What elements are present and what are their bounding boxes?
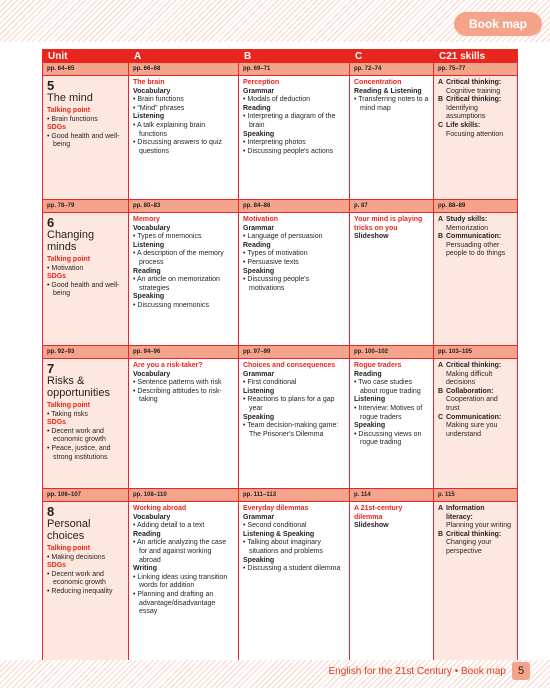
- pages-row: [43, 63, 518, 76]
- skill-text: Identifying assumptions: [446, 104, 486, 121]
- unit-cell: [43, 502, 129, 672]
- section-heading: Writing: [133, 565, 157, 573]
- section-item: • Interpreting a diagram of the brain: [243, 113, 345, 130]
- sdg-item: • Peace, justice, and strong institutions: [47, 445, 124, 462]
- sdg-item: • Decent work and economic growth: [47, 428, 124, 445]
- skill-text: Making sure you understand: [446, 422, 498, 438]
- unit-title: Personal choices: [47, 518, 91, 542]
- skill-letter: A: [438, 362, 444, 369]
- section-item: • Brain functions: [133, 96, 234, 105]
- lesson-cell-a: [129, 502, 239, 672]
- section-item: • First conditional: [243, 379, 345, 388]
- section-item: • Planning and drafting an advantage/disadvantage essay: [133, 591, 234, 617]
- section-heading: Listening & Speaking: [243, 530, 315, 538]
- skill-heading: Critical thinking:: [446, 79, 502, 86]
- skills-cell: [434, 76, 518, 200]
- page-range: pp. 111–113: [239, 489, 350, 502]
- section-item: • Describing attitudes to risk-taking: [133, 388, 234, 405]
- unit-number: 8: [47, 504, 55, 519]
- skill-text: Persuading other people to do things: [446, 241, 506, 258]
- lesson-topic: Working abroad: [133, 505, 187, 512]
- talking-point-item: • Making decisions: [47, 554, 124, 563]
- unit-number: 7: [47, 361, 55, 376]
- talking-point-item: • Taking risks: [47, 411, 124, 420]
- page-range: p. 114: [350, 489, 434, 502]
- column-header-a: A: [129, 50, 239, 63]
- section-heading: Speaking: [243, 556, 275, 564]
- page-range: pp. 108–110: [129, 489, 239, 502]
- page-range: pp. 69–71: [239, 63, 350, 76]
- section-heading: Grammar: [243, 513, 275, 521]
- section-item: • Sentence patterns with risk: [133, 379, 234, 388]
- section-heading: Reading: [133, 530, 161, 538]
- section-item: • Discussing mnemonics: [133, 302, 234, 311]
- talking-point-item: • Brain functions: [47, 116, 124, 125]
- skill-entry: [438, 122, 513, 139]
- section-item: • Discussing answers to quiz questions: [133, 139, 234, 156]
- section-heading: Grammar: [243, 224, 275, 232]
- unit-number: 6: [47, 215, 55, 230]
- lesson-topic: Perception: [243, 79, 280, 86]
- section-item: • Discussing views on rogue trading: [354, 431, 429, 448]
- skill-body: [446, 216, 513, 233]
- lesson-topic: Motivation: [243, 216, 278, 223]
- skill-entry: [438, 79, 513, 96]
- skill-heading: Information literacy:: [446, 505, 485, 521]
- skill-text: Focusing attention: [446, 130, 504, 138]
- skill-heading: Communication:: [446, 413, 502, 421]
- skill-entry: [438, 531, 513, 557]
- section-item: • Types of mnemonics: [133, 233, 234, 242]
- talking-point-item: • Motivation: [47, 265, 124, 274]
- section-heading: Speaking: [354, 422, 386, 430]
- skill-entry: [438, 96, 513, 122]
- section-item: • Discussing people's motivations: [243, 276, 345, 293]
- unit-number: 5: [47, 78, 55, 93]
- section-heading: Vocabulary: [133, 370, 171, 378]
- unit-row: [43, 213, 518, 346]
- section-item: • Discussing people's actions: [243, 148, 345, 157]
- section-item: • Linking ideas using transition words for addition: [133, 574, 234, 591]
- skill-letter: B: [438, 96, 444, 104]
- unit-row: [43, 76, 518, 200]
- skill-text: Planning your writing: [446, 522, 511, 530]
- sdgs-label: SDGs: [47, 419, 67, 427]
- skill-body: [446, 414, 513, 440]
- skill-body: [446, 122, 513, 139]
- lesson-cell-c: [350, 359, 434, 489]
- lesson-topic: Are you a risk-taker?: [133, 362, 203, 369]
- skill-entry: [438, 216, 513, 233]
- skills-cell: [434, 213, 518, 346]
- skill-letter: B: [438, 233, 444, 241]
- page-range: pp. 80–83: [129, 200, 239, 213]
- unit-row: [43, 359, 518, 489]
- section-item: • Two case studies about rogue trading: [354, 379, 429, 396]
- skill-heading: Study skills:: [446, 216, 488, 223]
- unit-title: Changing minds: [47, 229, 95, 253]
- talking-point-label: Talking point: [47, 107, 91, 114]
- section-heading: Speaking: [133, 293, 165, 301]
- skill-letter: B: [438, 530, 444, 538]
- lesson-topic: Memory: [133, 216, 160, 223]
- skill-entry: [438, 505, 513, 531]
- section-heading: Reading: [243, 241, 271, 249]
- section-heading: Vocabulary: [133, 513, 171, 521]
- page-range: pp. 84–86: [239, 200, 350, 213]
- section-heading: Speaking: [243, 267, 275, 275]
- page-range: pp. 103–105: [434, 346, 518, 359]
- skill-letter: C: [438, 121, 444, 129]
- section-heading: Speaking: [243, 130, 275, 138]
- section-item: • "Mind" phrases: [133, 105, 234, 114]
- sdgs-label: SDGs: [47, 273, 67, 281]
- lesson-cell-b: [239, 502, 350, 672]
- skill-entry: [438, 362, 513, 388]
- sdg-item: • Reducing inequality: [47, 588, 124, 597]
- skill-body: [446, 96, 513, 122]
- skill-letter: A: [438, 505, 444, 512]
- skill-text: Changing your perspective: [446, 539, 492, 555]
- skill-body: [446, 362, 513, 388]
- skills-cell: [434, 359, 518, 489]
- section-heading: Vocabulary: [133, 224, 171, 232]
- sdg-item: • Good health and well-being: [47, 282, 124, 299]
- lesson-cell-b: [239, 213, 350, 346]
- section-heading: Listening: [133, 241, 165, 249]
- skill-body: [446, 531, 513, 557]
- section-heading: Speaking: [243, 413, 275, 421]
- section-item: • Language of persuasion: [243, 233, 345, 242]
- section-heading: Reading: [133, 267, 161, 275]
- section-heading: Slideshow: [354, 233, 389, 241]
- unit-cell: [43, 213, 129, 346]
- section-item: • Persuasive texts: [243, 259, 345, 268]
- lesson-cell-a: [129, 359, 239, 489]
- page-range: pp. 100–102: [350, 346, 434, 359]
- skill-letter: B: [438, 387, 444, 395]
- talking-point-label: Talking point: [47, 256, 91, 263]
- column-header-b: B: [239, 50, 350, 63]
- unit-title: The mind: [47, 92, 93, 104]
- section-heading: Listening: [354, 396, 386, 404]
- page-range: pp. 64–65: [43, 63, 129, 76]
- pages-row: [43, 200, 518, 213]
- page-range: pp. 106–107: [43, 489, 129, 502]
- page-number: 5: [512, 662, 530, 680]
- section-item: • An article on memorization strategies: [133, 276, 234, 293]
- skill-heading: Critical thinking:: [446, 96, 502, 104]
- sdgs-label: SDGs: [47, 124, 67, 132]
- talking-point-label: Talking point: [47, 545, 91, 552]
- lesson-cell-c: [350, 502, 434, 672]
- section-item: • Second conditional: [243, 522, 345, 531]
- section-item: • A talk explaining brain functions: [133, 122, 234, 139]
- skill-heading: Critical thinking:: [446, 530, 502, 538]
- section-item: • Transferring notes to a mind map: [354, 96, 429, 113]
- section-item: • Team decision-making game: The Prisoner's Dilemma: [243, 422, 345, 439]
- sdg-item: • Good health and well-being: [47, 133, 124, 150]
- lesson-topic: The brain: [133, 79, 165, 86]
- page-range: pp. 72–74: [350, 63, 434, 76]
- section-item: • Adding detail to a text: [133, 522, 234, 531]
- skill-letter: A: [438, 79, 444, 86]
- section-heading: Reading: [354, 370, 382, 378]
- skill-entry: [438, 414, 513, 440]
- section-item: • An article analyzing the case for and against working abroad: [133, 539, 234, 565]
- skill-heading: Communication:: [446, 233, 502, 241]
- page-range: p. 87: [350, 200, 434, 213]
- section-heading: Grammar: [243, 370, 275, 378]
- section-item: • Types of motivation: [243, 250, 345, 259]
- skill-heading: Collaboration:: [446, 387, 494, 395]
- skill-heading: Life skills:: [446, 121, 481, 129]
- header-row: [43, 50, 518, 63]
- lesson-cell-b: [239, 76, 350, 200]
- skills-cell: [434, 502, 518, 672]
- lesson-cell-a: [129, 76, 239, 200]
- skill-body: [446, 388, 513, 414]
- skill-heading: Critical thinking:: [446, 362, 502, 369]
- lesson-topic: Rogue traders: [354, 362, 402, 369]
- sdg-item: • Decent work and economic growth: [47, 571, 124, 588]
- skill-letter: A: [438, 216, 444, 223]
- unit-cell: [43, 359, 129, 489]
- book-map-tab: Book map: [454, 12, 542, 36]
- unit-row: [43, 502, 518, 672]
- column-header-skills: C21 skills: [434, 50, 518, 63]
- book-map-table: [42, 49, 518, 672]
- section-heading: Listening: [133, 113, 165, 121]
- lesson-topic: Choices and consequences: [243, 362, 336, 369]
- skill-text: Cooperation and trust: [446, 396, 498, 412]
- column-header-c: C: [350, 50, 434, 63]
- section-heading: Reading: [243, 104, 271, 112]
- lesson-cell-b: [239, 359, 350, 489]
- skill-text: Making difficult decisions: [446, 370, 493, 387]
- lesson-topic: A 21st-century dilemma: [354, 505, 403, 521]
- talking-point-label: Talking point: [47, 402, 91, 409]
- section-item: • Interpreting photos: [243, 139, 345, 148]
- lesson-cell-a: [129, 213, 239, 346]
- skill-entry: [438, 388, 513, 414]
- section-heading: Vocabulary: [133, 87, 171, 95]
- sdgs-label: SDGs: [47, 562, 67, 570]
- section-item: • Talking about imaginary situations and problems: [243, 539, 345, 556]
- page-range: p. 115: [434, 489, 518, 502]
- section-heading: Reading & Listening: [354, 87, 422, 95]
- page-range: pp. 92–93: [43, 346, 129, 359]
- skill-entry: [438, 233, 513, 259]
- unit-title: Risks & opportunities: [47, 375, 110, 399]
- footer-text: English for the 21st Century • Book map: [328, 666, 506, 677]
- lesson-cell-c: [350, 213, 434, 346]
- page-range: pp. 97–99: [239, 346, 350, 359]
- page-range: pp. 78–79: [43, 200, 129, 213]
- section-heading: Grammar: [243, 87, 275, 95]
- section-item: • A description of the memory process: [133, 250, 234, 267]
- lesson-topic: Everyday dilemmas: [243, 505, 309, 512]
- page-range: pp. 75–77: [434, 63, 518, 76]
- page-range: pp. 94–96: [129, 346, 239, 359]
- section-item: • Interview: Motives of rogue traders: [354, 405, 429, 422]
- section-item: • Modals of deduction: [243, 96, 345, 105]
- page-range: pp. 66–68: [129, 63, 239, 76]
- section-heading: Slideshow: [354, 522, 389, 530]
- unit-cell: [43, 76, 129, 200]
- skill-body: [446, 233, 513, 259]
- section-item: • Reactions to plans for a gap year: [243, 396, 345, 413]
- pages-row: [43, 346, 518, 359]
- skill-text: Memorization: [446, 224, 489, 232]
- lesson-topic: Concentration: [354, 79, 402, 86]
- section-heading: Listening: [243, 387, 275, 395]
- skill-letter: C: [438, 413, 444, 421]
- column-header-unit: Unit: [43, 50, 129, 63]
- section-item: • Discussing a student dilemma: [243, 565, 345, 574]
- lesson-cell-c: [350, 76, 434, 200]
- skill-text: Cognitive training: [446, 87, 501, 95]
- pages-row: [43, 489, 518, 502]
- page-range: pp. 88–89: [434, 200, 518, 213]
- skill-body: [446, 505, 513, 531]
- skill-body: [446, 79, 513, 96]
- lesson-topic: Your mind is playing tricks on you: [354, 216, 423, 232]
